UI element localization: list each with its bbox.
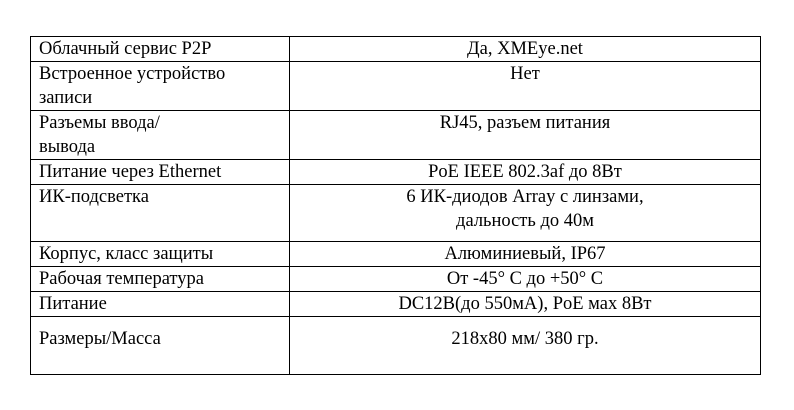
row-label-text: Разъемы ввода/ вывода xyxy=(39,113,160,157)
row-label xyxy=(31,242,290,267)
row-label xyxy=(31,292,290,317)
table-row xyxy=(31,317,761,375)
row-value-text: DC12В(до 550мА), PoE мах 8Вт xyxy=(398,294,652,314)
table-row xyxy=(31,242,761,267)
row-value-text: 218х80 мм/ 380 гр. xyxy=(451,329,599,349)
row-label-text: Размеры/Масса xyxy=(39,329,161,349)
row-value xyxy=(290,267,761,292)
row-label-text: Корпус, класс защиты xyxy=(39,244,214,264)
row-label-text: Рабочая температура xyxy=(39,269,204,289)
row-value xyxy=(290,185,761,242)
table-row xyxy=(31,267,761,292)
row-label xyxy=(31,37,290,62)
row-value-text: Алюминиевый, IP67 xyxy=(444,244,606,264)
row-label xyxy=(31,185,290,242)
row-label xyxy=(31,160,290,185)
row-value xyxy=(290,242,761,267)
table-row xyxy=(31,160,761,185)
row-value xyxy=(290,292,761,317)
row-label-text: Облачный сервис P2P xyxy=(39,39,212,59)
row-label xyxy=(31,111,290,160)
row-value-text: Да, XMEye.net xyxy=(467,39,583,59)
table-row xyxy=(31,62,761,111)
row-label xyxy=(31,62,290,111)
row-label-text: ИК-подсветка xyxy=(39,187,149,207)
row-value xyxy=(290,62,761,111)
row-value-text: PoE IEEE 802.3af до 8Вт xyxy=(428,162,622,182)
row-label-text: Питание через Ethernet xyxy=(39,162,222,182)
row-label-text: Питание xyxy=(39,294,107,314)
spec-table xyxy=(30,36,761,375)
row-value-text: Нет xyxy=(510,64,540,84)
table-row xyxy=(31,37,761,62)
row-value xyxy=(290,160,761,185)
row-value xyxy=(290,317,761,375)
row-value xyxy=(290,111,761,160)
row-value-text: 6 ИК-диодов Array с линзами, дальность до 40м xyxy=(406,187,644,231)
table-row xyxy=(31,111,761,160)
row-value-text: От -45° С до +50° С xyxy=(446,269,604,289)
table-row xyxy=(31,185,761,242)
spec-table-body xyxy=(31,37,761,375)
row-label xyxy=(31,317,290,375)
row-label xyxy=(31,267,290,292)
row-label-text: Встроенное устройство записи xyxy=(39,64,226,108)
row-value-text: RJ45, разъем питания xyxy=(439,113,611,133)
row-value xyxy=(290,37,761,62)
table-row xyxy=(31,292,761,317)
